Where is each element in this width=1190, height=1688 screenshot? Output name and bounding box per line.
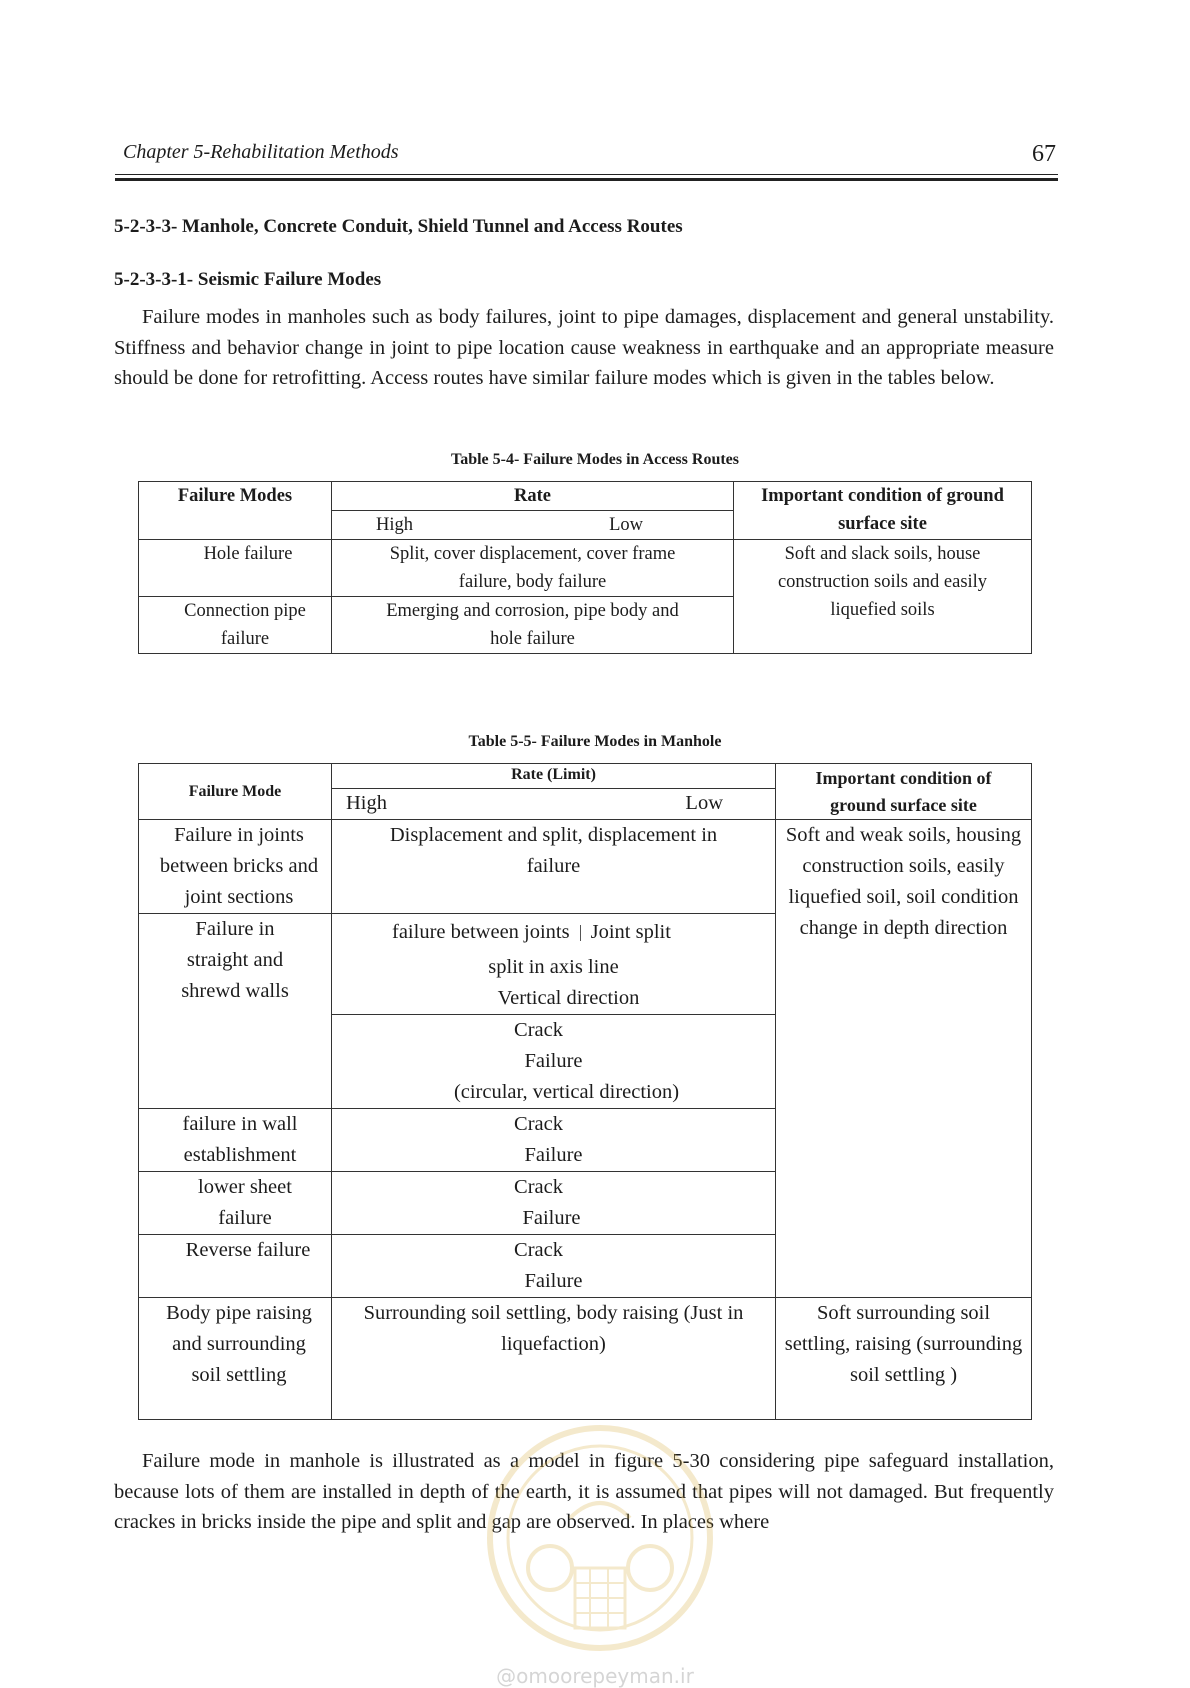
closing-paragraph: Failure mode in manhole is illustrated as a model in figure 5-30 considering pipe safeguard installation, because lots of them are installed in depth of the earth, it is assumed that pipes will not damaged. But frequently crackes in bricks inside the pipe and split and gap are observed. In places where (114, 1450, 1054, 1533)
header-low: Low (609, 515, 643, 535)
intro-paragraph: Failure modes in manholes such as body failures, joint to pipe damages, displacement and general unstability. Stiffness and behavior change in joint to pipe location cause weakness in earthquake and an appropriate measure should be done for retrofitting. Access routes have similar failure modes which is given in the tables below. (114, 306, 1054, 389)
rate-line: Crack (514, 1113, 563, 1135)
rate-line: Crack (514, 1019, 563, 1041)
row-mode: Failure in joints between bricks and joint sections (139, 820, 332, 914)
row-condition: Soft surrounding soil settling, raising (surrounding soil settling ) (776, 1298, 1032, 1420)
row-rate-crack (332, 1015, 776, 1109)
row-rate (332, 1235, 776, 1298)
manhole-table (138, 763, 1032, 1420)
header-rate-limit: Rate (Limit) (332, 764, 776, 789)
header-rule-thin (115, 174, 1058, 175)
header-condition: Important condition of ground surface site (734, 482, 1032, 540)
row-mode: Reverse failure (139, 1235, 332, 1298)
page-number: 67 (1032, 141, 1056, 167)
rate-line (332, 917, 775, 948)
running-header (123, 139, 1058, 171)
access-routes-table (138, 481, 1032, 654)
header-rate: Rate (332, 482, 734, 511)
header-failure-modes: Failure Modes (139, 482, 332, 540)
table-row (139, 820, 1032, 914)
section-heading: 5-2-3-3- Manhole, Concrete Conduit, Shield Tunnel and Access Routes (114, 216, 683, 237)
rate-line: Failure (524, 1270, 583, 1292)
table-row (139, 540, 1032, 597)
row-mode: Connection pipe failure (139, 597, 332, 654)
row-mode: failure in wall establishment (139, 1109, 332, 1172)
rate-line: Failure (524, 1144, 583, 1166)
header-rate-scale (332, 511, 734, 540)
row-rate (332, 1172, 776, 1235)
rate-line: Crack (514, 1239, 563, 1261)
rate-line: Failure (524, 1050, 583, 1072)
row-rate-joints (332, 914, 776, 1015)
rate-line: Vertical direction (497, 987, 640, 1009)
table1-caption: Table 5-4- Failure Modes in Access Routes (451, 451, 739, 468)
header-rate-scale (332, 789, 776, 820)
row-condition: Soft and weak soils, housing construction soils, easily liquefied soil, soil condition change in depth direction (776, 820, 1032, 1298)
row-mode: Body pipe raising and surrounding soil settling (139, 1298, 332, 1420)
header-condition: Important condition of ground surface site (776, 764, 1032, 820)
row-mode: Failure in straight and shrewd walls (139, 914, 332, 1109)
rate-line: split in axis line (488, 956, 619, 978)
rate-line: Failure (522, 1207, 581, 1229)
table2-caption: Table 5-5- Failure Modes in Manhole (468, 733, 722, 750)
chapter-title: Chapter 5-Rehabilitation Methods (123, 141, 399, 163)
table-row (139, 1298, 1032, 1420)
row-rate: Surrounding soil settling, body raising (Just in liquefaction) (332, 1298, 776, 1420)
row-mode: lower sheet failure (139, 1172, 332, 1235)
row-rate: Emerging and corrosion, pipe body and hole failure (332, 597, 734, 654)
row-mode: Hole failure (139, 540, 332, 597)
subsection-heading: 5-2-3-3-1- Seismic Failure Modes (114, 269, 382, 290)
rate-line: Crack (514, 1176, 563, 1198)
rate-line-right: Joint split (590, 921, 671, 943)
header-failure-mode: Failure Mode (139, 764, 332, 820)
header-high: High (346, 792, 387, 815)
rate-line: (circular, vertical direction) (453, 1081, 680, 1103)
header-rule-thick (115, 178, 1058, 181)
header-high: High (376, 515, 413, 535)
row-rate: Split, cover displacement, cover frame failure, body failure (332, 540, 734, 597)
header-low: Low (685, 792, 723, 815)
watermark-text: @omoorepeyman.ir (496, 1664, 694, 1688)
row-rate (332, 1109, 776, 1172)
rate-line-left: failure between joints (392, 921, 570, 943)
row-rate: Displacement and split, displacement in failure (332, 820, 776, 914)
text-cursor-mark (572, 925, 581, 941)
row-condition: Soft and slack soils, house construction soils and easily liquefied soils (734, 540, 1032, 654)
